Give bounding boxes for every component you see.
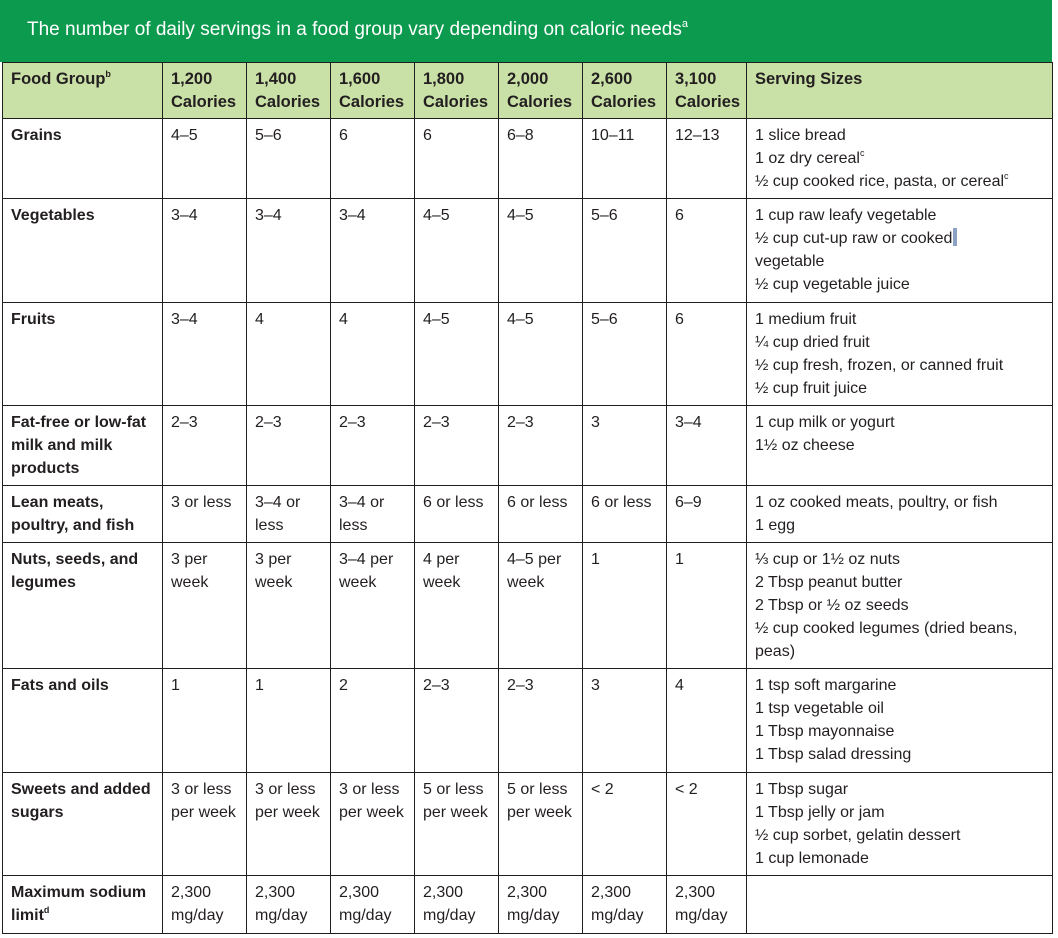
servings-cell: 4 <box>331 303 415 406</box>
servings-cell: 2–3 <box>247 406 331 486</box>
servings-cell: 3 or less per week <box>247 773 331 876</box>
serving-line: ½ cup cooked legumes (dried beans, <box>755 620 1018 637</box>
serving-line: 1 Tbsp salad dressing <box>755 746 912 763</box>
table-row <box>3 406 1053 486</box>
food-group-cell: Grains <box>3 119 163 199</box>
table-row <box>3 773 1053 876</box>
servings-cell: 4 per week <box>415 543 499 669</box>
servings-cell: 2–3 <box>331 406 415 486</box>
servings-cell: 10–11 <box>583 119 667 199</box>
serving-line: ½ cup vegetable juice <box>755 276 910 293</box>
food-group-cell: Lean meats, poultry, and fish <box>3 486 163 543</box>
serving-sizes-cell <box>747 119 1053 199</box>
serving-line: 2 Tbsp or ½ oz seeds <box>755 597 909 614</box>
header-serving-sizes: Serving Sizes <box>747 63 1053 119</box>
serving-line: ½ cup fruit juice <box>755 380 868 397</box>
serving-line: ½ cup cut-up raw or cooked <box>755 227 1046 250</box>
servings-cell: 2,300 mg/day <box>667 876 747 934</box>
header-2000-calories: 2,000 Calories <box>499 63 583 119</box>
serving-line: 1 slice bread <box>755 127 846 144</box>
servings-cell: 2,300 mg/day <box>415 876 499 934</box>
servings-cell: 6–9 <box>667 486 747 543</box>
servings-cell: 1 <box>247 669 331 773</box>
serving-sizes-cell <box>747 303 1053 406</box>
serving-line: 1 cup lemonade <box>755 850 869 867</box>
food-group-cell: Maximum sodium limit$^d$ <box>3 876 163 934</box>
table-row <box>3 486 1053 543</box>
servings-cell: 4–5 <box>415 303 499 406</box>
header-1600-calories: 1,600 Calories <box>331 63 415 119</box>
table-row <box>3 199 1053 303</box>
serving-line: 1 egg <box>755 517 796 534</box>
servings-cell: 5–6 <box>583 199 667 303</box>
servings-cell: 3–4 <box>331 199 415 303</box>
servings-cell: 1 <box>163 669 247 773</box>
serving-line: vegetable <box>755 253 825 270</box>
servings-cell: 3–4 <box>247 199 331 303</box>
serving-line: 1 Tbsp jelly or jam <box>755 804 885 821</box>
servings-cell: 2–3 <box>499 406 583 486</box>
servings-cell: 6 or less <box>499 486 583 543</box>
serving-line: 1½ oz cheese <box>755 437 855 454</box>
serving-line: 1 Tbsp mayonnaise <box>755 723 895 740</box>
food-group-cell: Fats and oils <box>3 669 163 773</box>
servings-cell: 4 <box>247 303 331 406</box>
servings-cell: 2,300 mg/day <box>583 876 667 934</box>
serving-sizes-cell <box>747 486 1053 543</box>
food-group-cell: Sweets and added sugars <box>3 773 163 876</box>
servings-cell: 3 or less per week <box>331 773 415 876</box>
servings-cell: 5–6 <box>247 119 331 199</box>
header-1400-calories: 1,400 Calories <box>247 63 331 119</box>
table-row <box>3 669 1053 773</box>
serving-line: 2 Tbsp peanut butter <box>755 574 903 591</box>
header-1800-calories: 1,800 Calories <box>415 63 499 119</box>
servings-cell: 1 <box>583 543 667 669</box>
serving-line: 1 medium fruit <box>755 311 857 328</box>
servings-cell: 2–3 <box>163 406 247 486</box>
servings-cell: 3–4 per week <box>331 543 415 669</box>
serving-line: ¼ cup dried fruit <box>755 334 870 351</box>
serving-line: 1 oz dry cereal$^c$ <box>755 147 865 167</box>
servings-cell: 3–4 or less <box>247 486 331 543</box>
serving-line: 1 oz cooked meats, poultry, or fish <box>755 494 998 511</box>
servings-cell: 4–5 <box>163 119 247 199</box>
servings-cell: 2,300 mg/day <box>163 876 247 934</box>
serving-line: 1 Tbsp sugar <box>755 781 849 798</box>
servings-cell: 4–5 <box>415 199 499 303</box>
food-group-cell: Fruits <box>3 303 163 406</box>
serving-line: ⅓ cup or 1½ oz nuts <box>755 551 900 568</box>
servings-cell: 4–5 <box>499 199 583 303</box>
servings-cell: 3 <box>583 669 667 773</box>
serving-line: 1 tsp soft margarine <box>755 677 897 694</box>
servings-cell: 3 per week <box>247 543 331 669</box>
servings-cell: 5 or less per week <box>499 773 583 876</box>
servings-cell: 2,300 mg/day <box>499 876 583 934</box>
servings-cell: 2,300 mg/day <box>331 876 415 934</box>
servings-cell: 2,300 mg/day <box>247 876 331 934</box>
servings-cell: 4 <box>667 669 747 773</box>
food-group-cell: Nuts, seeds, and legumes <box>3 543 163 669</box>
servings-cell: 6 <box>667 199 747 303</box>
title-footnote: a <box>681 17 688 30</box>
food-group-cell: Vegetables <box>3 199 163 303</box>
servings-cell: 2–3 <box>499 669 583 773</box>
servings-cell: 3–4 <box>163 303 247 406</box>
servings-cell: 3–4 or less <box>331 486 415 543</box>
serving-sizes-cell <box>747 199 1053 303</box>
servings-cell: 3 or less per week <box>163 773 247 876</box>
servings-cell: 3 or less <box>163 486 247 543</box>
text-cursor <box>953 228 957 246</box>
table-title-bar <box>0 0 1052 62</box>
serving-sizes-cell <box>747 543 1053 669</box>
table-row <box>3 303 1053 406</box>
table-row <box>3 119 1053 199</box>
serving-line: ½ cup sorbet, gelatin dessert <box>755 827 961 844</box>
header-3100-calories: 3,100 Calories <box>667 63 747 119</box>
servings-cell: 2–3 <box>415 669 499 773</box>
header-row <box>3 63 1053 119</box>
servings-cell: 6–8 <box>499 119 583 199</box>
servings-cell: 3–4 <box>163 199 247 303</box>
header-2600-calories: 2,600 Calories <box>583 63 667 119</box>
servings-cell: 4–5 <box>499 303 583 406</box>
serving-line: 1 cup raw leafy vegetable <box>755 207 937 224</box>
servings-cell: 5 or less per week <box>415 773 499 876</box>
food-group-cell: Fat-free or low-fat milk and milk products <box>3 406 163 486</box>
serving-sizes-cell <box>747 406 1053 486</box>
servings-table <box>2 62 1053 934</box>
table-row <box>3 543 1053 669</box>
serving-sizes-cell <box>747 773 1053 876</box>
servings-cell: 6 <box>415 119 499 199</box>
header-1200-calories: 1,200 Calories <box>163 63 247 119</box>
servings-cell: 3–4 <box>667 406 747 486</box>
header-food-group: Food Group$^b$ <box>3 63 163 119</box>
servings-cell: < 2 <box>583 773 667 876</box>
serving-line: peas) <box>755 643 796 660</box>
servings-cell: < 2 <box>667 773 747 876</box>
serving-line: 1 cup milk or yogurt <box>755 414 895 431</box>
servings-cell: 4–5 per week <box>499 543 583 669</box>
servings-cell: 2 <box>331 669 415 773</box>
servings-cell: 3 per week <box>163 543 247 669</box>
serving-line: ½ cup fresh, frozen, or canned fruit <box>755 357 1004 374</box>
servings-cell: 12–13 <box>667 119 747 199</box>
servings-cell: 6 <box>331 119 415 199</box>
servings-cell: 3 <box>583 406 667 486</box>
servings-cell: 6 or less <box>415 486 499 543</box>
table-title: The number of daily servings in a food group vary depending on caloric needs <box>27 19 682 40</box>
serving-sizes-cell <box>747 876 1053 934</box>
serving-line: ½ cup cooked rice, pasta, or cereal$^c$ <box>755 170 1009 190</box>
servings-cell: 6 <box>667 303 747 406</box>
table-row <box>3 876 1053 934</box>
serving-line: 1 tsp vegetable oil <box>755 700 884 717</box>
servings-cell: 6 or less <box>583 486 667 543</box>
servings-cell: 2–3 <box>415 406 499 486</box>
servings-cell: 1 <box>667 543 747 669</box>
servings-cell: 5–6 <box>583 303 667 406</box>
serving-sizes-cell <box>747 669 1053 773</box>
